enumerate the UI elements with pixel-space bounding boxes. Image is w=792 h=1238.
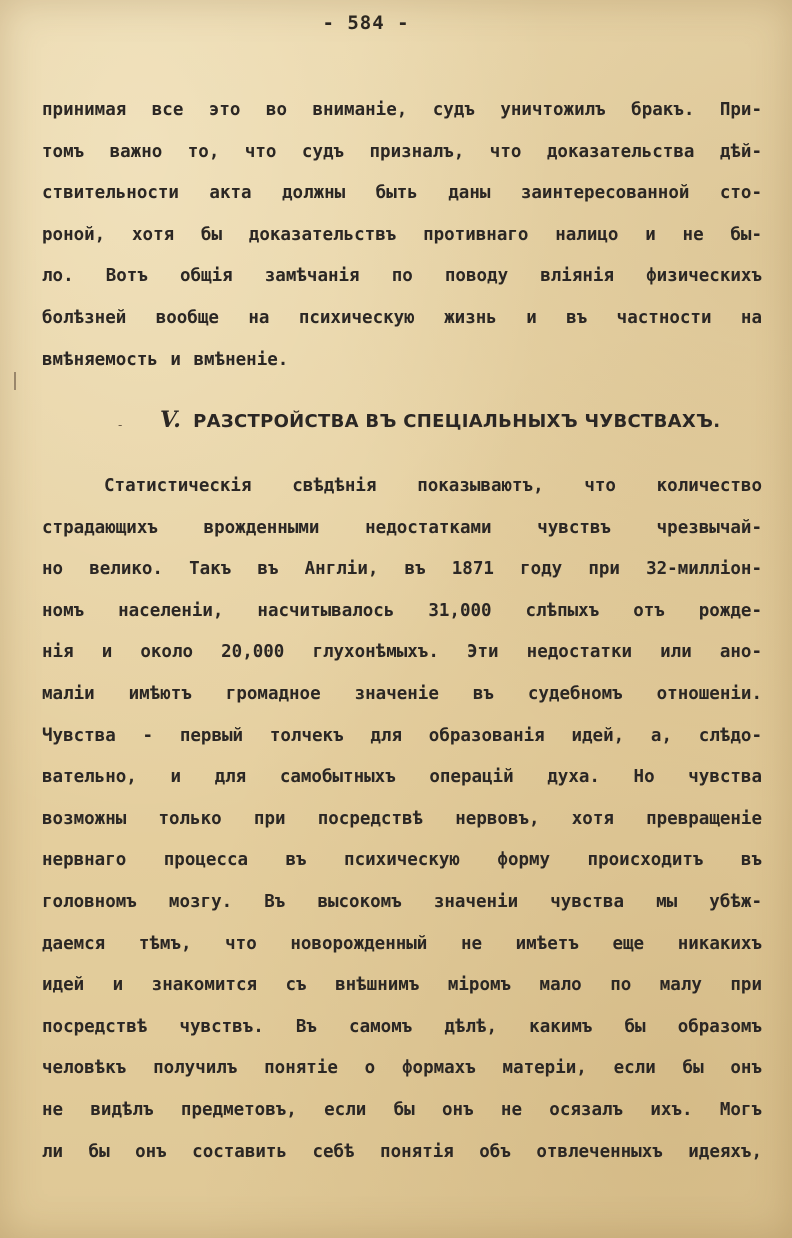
text-line: ли бы онъ составить себѣ понятія объ отвлеченныхъ идеяхъ, (42, 1141, 762, 1162)
text-line: вмѣняемость и вмѣненіе. (42, 349, 289, 370)
page-number: - 584 - (322, 12, 410, 34)
text-line: Чувства - первый толчекъ для образованія идей, а, слѣдо- (42, 725, 762, 746)
text-line: нервнаго процесса въ психическую форму происходитъ въ (42, 850, 762, 871)
text-line: ло. Вотъ общія замѣчанія по поводу вліянія физическихъ (42, 266, 762, 287)
section-heading (160, 398, 720, 442)
text-line: человѣкъ получилъ понятіе о формахъ матеріи, если бы онъ (42, 1058, 762, 1079)
margin-tick: - (118, 418, 123, 432)
text-line: возможны только при посредствѣ нервовъ, хотя превращеніе (42, 808, 762, 829)
text-line: принимая все это во вниманіе, судъ уничтожилъ бракъ. При- (42, 100, 762, 120)
text-line: болѣзней вообще на психическую жизнь и въ частности на (42, 307, 762, 328)
text-line: вательно, и для самобытныхъ операцій духа. Но чувства (42, 767, 762, 788)
text-line: идей и знакомится съ внѣшнимъ міромъ мало по малу при (42, 975, 762, 996)
text-line: номъ населеніи, насчитывалось 31,000 слѣпыхъ отъ рожде- (42, 600, 762, 621)
text-line: посредствѣ чувствъ. Въ самомъ дѣлѣ, какимъ бы образомъ (42, 1016, 762, 1037)
text-line: маліи имѣютъ громадное значеніе въ судебномъ отношеніи. (42, 683, 762, 704)
text-line: даемся тѣмъ, что новорожденный не имѣетъ еще никакихъ (42, 933, 762, 954)
text-line: головномъ мозгу. Въ высокомъ значеніи чувства мы убѣж- (42, 891, 762, 912)
text-line: Статистическія свѣдѣнія показываютъ, что количество (104, 476, 762, 496)
paragraph-1 (42, 90, 762, 381)
text-line: нія и около 20,000 глухонѣмыхъ. Эти недостатки или ано- (42, 642, 762, 663)
text-line: ствительности акта должны быть даны заинтересованной сто- (42, 183, 762, 204)
margin-mark (14, 372, 16, 390)
section-numeral: V. (160, 407, 181, 433)
text-line: томъ важно то, что судъ призналъ, что доказательства дѣй- (42, 141, 762, 162)
text-line: но велико. Такъ въ Англіи, въ 1871 году при 32-милліон- (42, 559, 762, 580)
paragraph-2 (42, 466, 762, 1173)
text-line: не видѣлъ предметовъ, если бы онъ не осязалъ ихъ. Могъ (42, 1099, 762, 1120)
section-title: РАЗСТРОЙСТВА ВЪ СПЕЦІАЛЬНЫХЪ ЧУВСТВАХЪ. (193, 411, 721, 432)
text-line: роной, хотя бы доказательствъ противнаго налицо и не бы- (42, 224, 762, 245)
text-line: страдающихъ врожденными недостатками чувствъ чрезвычай- (42, 517, 762, 538)
